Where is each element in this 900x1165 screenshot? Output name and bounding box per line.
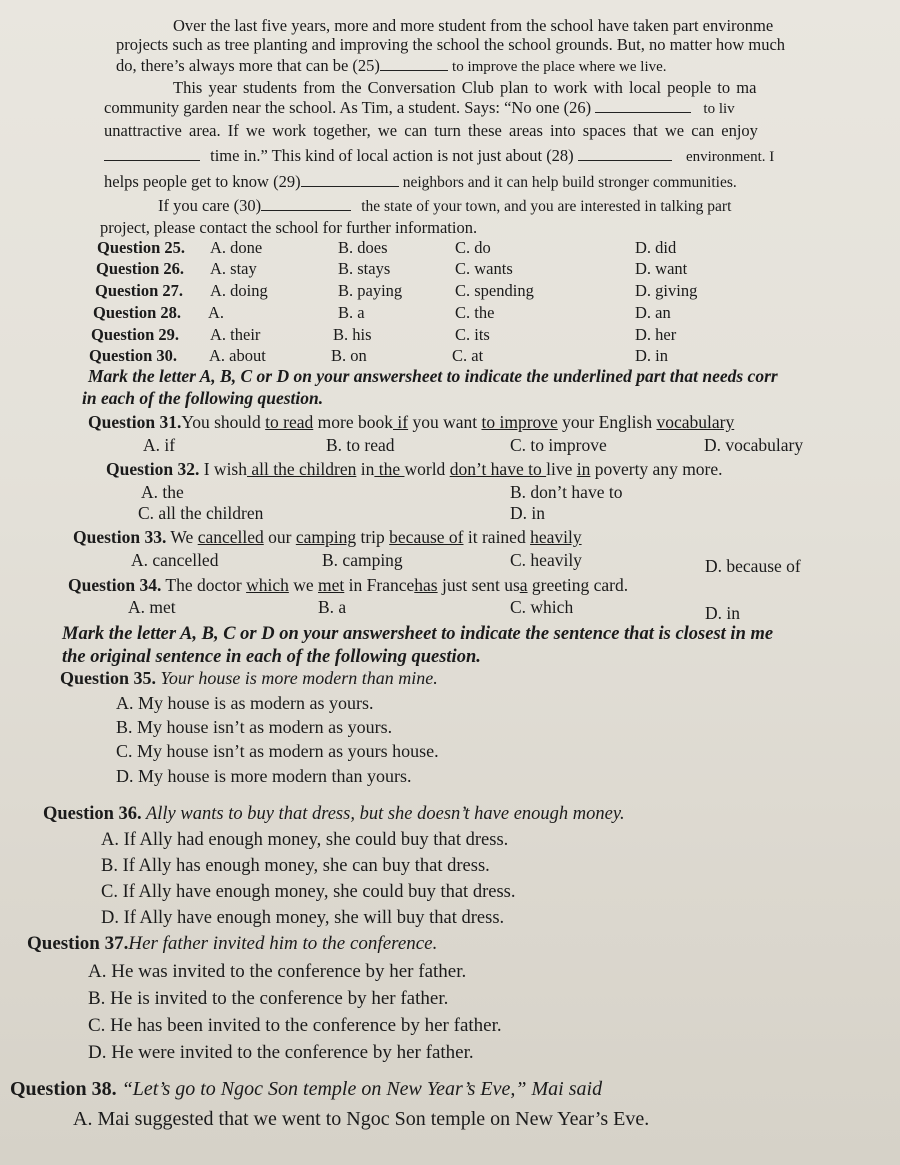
passage-text: to liv — [703, 101, 735, 117]
option-c[interactable]: C. My house isn’t as modern as yours house. — [116, 741, 439, 761]
option-d[interactable]: D. vocabulary — [704, 435, 804, 455]
option-c[interactable]: C. do — [455, 238, 491, 257]
option-d[interactable]: D. her — [635, 325, 677, 344]
passage-line: Over the last five years, more and more student from the school have taken part environme — [173, 16, 774, 35]
stem-text: we — [288, 575, 319, 595]
option-b[interactable]: B. paying — [338, 281, 403, 300]
option-d[interactable]: D. want — [635, 259, 688, 278]
stem-text: “Let’s go to Ngoc Son temple on New Year’s Eve,” Mai said — [116, 1078, 603, 1100]
option-a[interactable]: A. My house is as modern as yours. — [116, 693, 374, 713]
question-label: Question 32. — [106, 459, 200, 479]
blank-26 — [595, 100, 691, 113]
section-instruction: in each of the following question. — [82, 388, 324, 408]
passage-text: community garden near the school. As Tim, a student. Says: “No one (26) — [104, 98, 592, 117]
option-d[interactable]: D. giving — [635, 281, 698, 300]
passage-text: If you care (30) — [158, 196, 262, 215]
passage-line: This year students from the Conversation Club plan to work with local people to ma — [173, 78, 757, 97]
option-a[interactable]: A. the — [141, 482, 184, 502]
option-a[interactable]: A. if — [143, 435, 176, 455]
option-b[interactable]: B. stays — [338, 259, 391, 278]
option-a[interactable]: A. cancelled — [131, 550, 219, 570]
passage-line — [116, 56, 667, 77]
underlined-part: in — [576, 459, 591, 479]
option-a[interactable]: A. If Ally had enough money, she could buy that dress. — [101, 830, 509, 850]
question-label: Question 37. — [27, 933, 129, 954]
stem-text: Ally wants to buy that dress, but she doesn’t have enough money. — [141, 804, 625, 824]
underlined-part: a — [519, 575, 528, 595]
option-b[interactable]: B. camping — [322, 550, 403, 570]
option-d[interactable]: D. in — [705, 603, 740, 623]
underlined-part: which — [246, 575, 289, 595]
option-d[interactable]: D. My house is more modern than yours. — [116, 766, 412, 786]
question-label: Question 34. — [68, 575, 162, 595]
stem-text: greeting card. — [527, 575, 629, 595]
option-c[interactable]: C. which — [510, 597, 574, 617]
stem-text: Her father invited him to the conference. — [128, 933, 438, 954]
option-b[interactable]: B. He is invited to the conference by her father. — [88, 988, 449, 1009]
underlined-part: has — [414, 575, 438, 595]
question-label: Question 33. — [73, 527, 167, 547]
stem-text: more book — [313, 412, 393, 432]
stem-text: You should — [181, 412, 266, 432]
option-b[interactable]: B. If Ally has enough money, she can buy that dress. — [101, 856, 490, 876]
option-b[interactable]: B. on — [331, 346, 367, 365]
blank-29 — [301, 174, 399, 187]
question-stem — [10, 1077, 602, 1101]
question-label: Question 26. — [96, 259, 185, 278]
stem-text: live — [546, 459, 577, 479]
question-stem — [60, 668, 438, 688]
option-b[interactable]: B. don’t have to — [510, 482, 623, 502]
stem-text: The doctor — [161, 575, 247, 595]
option-c[interactable]: C. the — [455, 303, 495, 322]
question-stem — [88, 412, 734, 432]
question-stem — [27, 934, 437, 954]
question-label: Question 36. — [43, 804, 142, 824]
question-stem — [43, 804, 625, 824]
stem-text: your English — [557, 412, 657, 432]
stem-text: I wish — [199, 459, 247, 479]
passage-line: unattractive area. If we work together, we can turn these areas into spaces that we can enjoy — [104, 121, 758, 140]
question-stem — [68, 575, 628, 595]
option-d[interactable]: D. in — [510, 503, 545, 523]
blank-30 — [261, 198, 351, 211]
question-label: Question 25. — [97, 238, 186, 257]
option-a[interactable]: A. their — [210, 325, 261, 344]
option-c[interactable]: C. all the children — [138, 503, 264, 523]
passage-line — [104, 172, 737, 193]
underlined-part: to read — [265, 412, 314, 432]
option-c[interactable]: C. He has been invited to the conference by her father. — [88, 1015, 502, 1036]
underlined-part: met — [318, 575, 345, 595]
stem-text: We — [166, 527, 198, 547]
option-a[interactable]: A. stay — [210, 259, 257, 278]
question-label: Question 28. — [93, 303, 182, 322]
question-label: Question 27. — [95, 281, 184, 300]
section-instruction: Mark the letter A, B, C or D on your answersheet to indicate the sentence that is closest in me — [62, 624, 774, 644]
passage-text: to improve the place where we live. — [452, 59, 667, 75]
stem-text: world — [404, 459, 450, 479]
option-c[interactable]: C. at — [452, 346, 484, 365]
option-b[interactable]: B. his — [333, 325, 372, 344]
option-c[interactable]: C. If Ally have enough money, she could buy that dress. — [101, 882, 516, 902]
option-d[interactable]: D. because of — [705, 556, 801, 576]
blank-28 — [578, 148, 672, 161]
option-d[interactable]: D. If Ally have enough money, she will buy that dress. — [101, 908, 505, 928]
option-b[interactable]: B. a — [318, 597, 347, 617]
passage-line: projects such as tree planting and improving the school the school grounds. But, no matter how much — [116, 35, 786, 54]
stem-text: you want — [408, 412, 482, 432]
option-b[interactable]: B. to read — [326, 435, 395, 455]
option-d[interactable]: D. in — [635, 346, 668, 365]
option-a[interactable]: A. — [208, 303, 225, 322]
passage-text: do, there’s always more that can be (25) — [116, 56, 380, 75]
section-instruction: Mark the letter A, B, C or D on your answersheet to indicate the underlined part that needs corr — [88, 366, 778, 386]
option-a[interactable]: A. Mai suggested that we went to Ngoc Son temple on New Year’s Eve. — [73, 1108, 650, 1130]
option-b[interactable]: B. a — [338, 303, 365, 322]
stem-text: our — [263, 527, 296, 547]
question-stem — [73, 527, 582, 547]
stem-text: just sent us — [437, 575, 520, 595]
option-d[interactable]: D. He were invited to the conference by her father. — [88, 1042, 474, 1063]
underlined-part: to improve — [481, 412, 558, 432]
underlined-part: all the children — [247, 459, 357, 479]
stem-text: Your house is more modern than mine. — [156, 668, 438, 688]
stem-text: poverty any more. — [590, 459, 723, 479]
passage-line — [158, 196, 731, 217]
option-b[interactable]: B. My house isn’t as modern as yours. — [116, 717, 393, 737]
question-stem — [106, 459, 723, 479]
underlined-part: the — [374, 459, 405, 479]
option-c[interactable]: C. spending — [455, 281, 534, 300]
option-c[interactable]: C. wants — [455, 259, 513, 278]
passage-text: helps people get to know (29) — [104, 172, 301, 191]
passage-line — [104, 146, 774, 167]
passage-text: time in.” This kind of local action is not just about (28) — [210, 146, 574, 165]
question-label: Question 38. — [10, 1078, 117, 1100]
question-label: Question 29. — [91, 325, 180, 344]
stem-text: in France — [344, 575, 415, 595]
underlined-part: don’t have to — [449, 459, 547, 479]
option-c[interactable]: C. heavily — [510, 550, 582, 570]
question-label: Question 35. — [60, 668, 157, 688]
underlined-part: vocabulary — [656, 412, 735, 432]
option-a[interactable]: A. He was invited to the conference by her father. — [88, 961, 467, 982]
underlined-part: if — [393, 412, 409, 432]
option-d[interactable]: D. did — [635, 238, 677, 257]
passage-line: project, please contact the school for further information. — [100, 218, 478, 237]
underlined-part: heavily — [530, 527, 582, 547]
option-a[interactable]: A. done — [210, 238, 263, 257]
stem-text: it rained — [463, 527, 531, 547]
option-a[interactable]: A. doing — [210, 281, 268, 300]
option-b[interactable]: B. does — [338, 238, 388, 257]
option-c[interactable]: C. its — [455, 325, 490, 344]
underlined-part: cancelled — [197, 527, 264, 547]
question-label: Question 30. — [89, 346, 178, 365]
underlined-part: because of — [389, 527, 464, 547]
option-a[interactable]: A. about — [209, 346, 266, 365]
question-label: Question 31. — [88, 412, 182, 432]
passage-text: neighbors and it can help build stronger communities. — [402, 174, 737, 191]
stem-text: in — [356, 459, 375, 479]
underlined-part: camping — [295, 527, 357, 547]
option-c[interactable]: C. to improve — [510, 435, 607, 455]
passage-text: environment. I — [685, 149, 775, 165]
passage-line — [104, 98, 735, 119]
option-a[interactable]: A. met — [128, 597, 176, 617]
section-instruction: the original sentence in each of the following question. — [62, 647, 481, 667]
blank-27 — [104, 148, 200, 161]
option-d[interactable]: D. an — [635, 303, 671, 322]
stem-text: trip — [356, 527, 390, 547]
blank-25 — [380, 58, 448, 71]
passage-text: the state of your town, and you are interested in talking part — [361, 198, 732, 215]
